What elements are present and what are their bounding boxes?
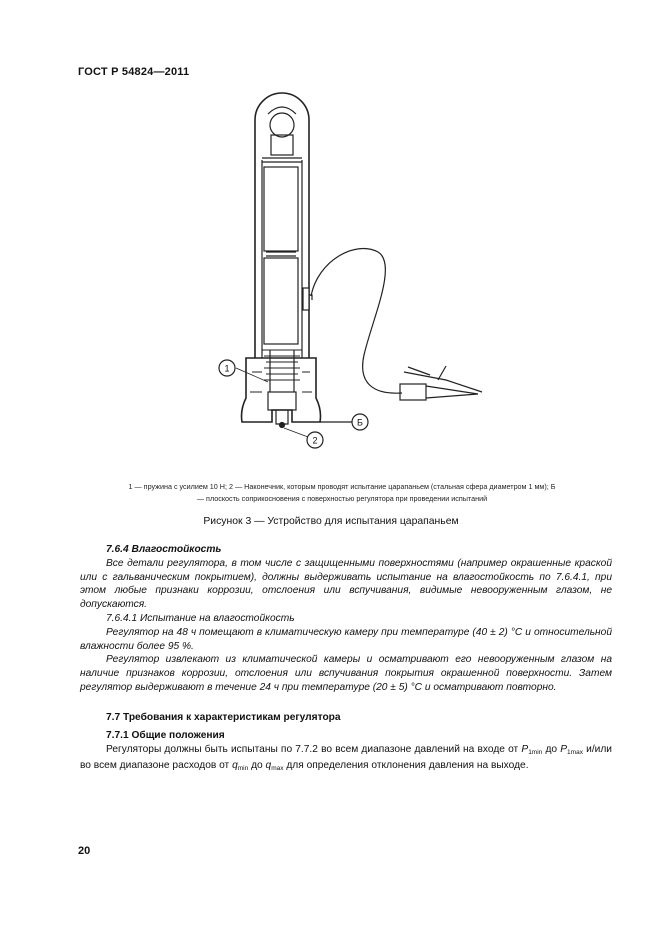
callout-1-leader: [236, 368, 268, 382]
device-battery-upper: [264, 167, 298, 251]
device-battery-lower: [264, 258, 298, 344]
page-header-doc-code: ГОСТ Р 54824—2011: [78, 66, 190, 78]
and-or-text: и/или во всем диапазоне расходов от: [80, 743, 612, 772]
word-to-2: до: [251, 760, 263, 772]
device-ball-holder: [271, 135, 293, 155]
section-7-6-4-1-paragraph-1: Регулятор на 48 ч помещают в климатическую камеру при температуре (40 ± 2) °С и относительной влажности более 95 %.: [80, 626, 612, 652]
callout-b-label: Б: [357, 417, 363, 428]
callout-1-label: 1: [224, 363, 230, 374]
device-clip-jaws: [404, 366, 482, 398]
pressure-symbol: P: [521, 743, 529, 755]
section-7-7-heading: 7.7 Требования к характеристикам регулятора: [106, 712, 341, 723]
page-number: 20: [78, 845, 91, 857]
device-top-ball: [270, 113, 294, 137]
word-to-1: до: [545, 743, 558, 755]
device-inner-wall: [262, 160, 302, 358]
device-side-contact: [303, 288, 309, 310]
scratch-test-device-figure: [200, 88, 500, 460]
section-7-7-1-paragraph: [80, 743, 612, 777]
figure-legend-line-1: 1 — пружина с усилием 10 Н; 2 — Наконечник, которым проводят испытание царапаньем (стальная сфера диаметром 1 мм); Б: [128, 482, 556, 491]
section-7-6-4-heading: 7.6.4 Влагостойкость: [106, 544, 222, 555]
device-cable: [311, 249, 402, 394]
device-clip-grip: [400, 384, 426, 400]
pressure-symbol-2: P: [560, 743, 568, 755]
device-outer-tube: [255, 93, 309, 358]
section-7-6-4-paragraph-1: Все детали регулятора, в том числе с защищенными поверхностями (например окрашенные краской или с гальваническим покрытием), должны выдерживать испытание на влагостойкость по 7.6.4.1, при этом любые признаки коррозии, отслоения или вспучивания, видимые невооруженным глазом, не допускаются.: [80, 557, 612, 611]
pressure-max-subscript: 1max: [567, 748, 583, 756]
section-7-7: [80, 711, 612, 776]
device-tip-holder: [268, 392, 296, 410]
flow-symbol-2: q: [265, 760, 272, 772]
figure-legend: [72, 481, 612, 505]
figure-legend-line-2: — плоскость соприкосновения с поверхностью регулятора при проведении испытаний: [196, 494, 488, 503]
device-spring: [262, 350, 302, 380]
section-7-6-4: [80, 543, 612, 695]
figure-caption: Рисунок 3 — Устройство для испытания царапаньем: [203, 516, 459, 527]
flow-max-subscript: max: [271, 765, 284, 773]
flow-min-subscript: min: [237, 765, 249, 773]
pressure-min-subscript: 1min: [528, 748, 543, 756]
para-start-text: Регуляторы должны быть испытаны по 7.7.2 во всем диапазоне давлений на входе от: [106, 743, 519, 755]
callout-2-leader: [284, 428, 308, 437]
section-7-7-1-heading: 7.7.1 Общие положения: [106, 729, 225, 741]
section-7-6-4-1-heading: 7.6.4.1 Испытание на влагостойкость: [106, 612, 295, 624]
device-tip: [276, 410, 288, 424]
section-7-6-4-1-paragraph-2: Регулятор извлекают из климатической камеры и осматривают его невооруженным глазом на наличие признаков коррозии, отслоения или вспучивания покрытия окрашенной поверхности. Затем регулятор выдерживают в течение 24 ч при температуре (20 ± 5) °С и осматривают повторно.: [80, 654, 612, 693]
para-end-text: для определения отклонения давления на выходе.: [286, 760, 529, 772]
callout-2-label: 2: [312, 435, 318, 446]
flow-symbol: q: [232, 760, 238, 772]
